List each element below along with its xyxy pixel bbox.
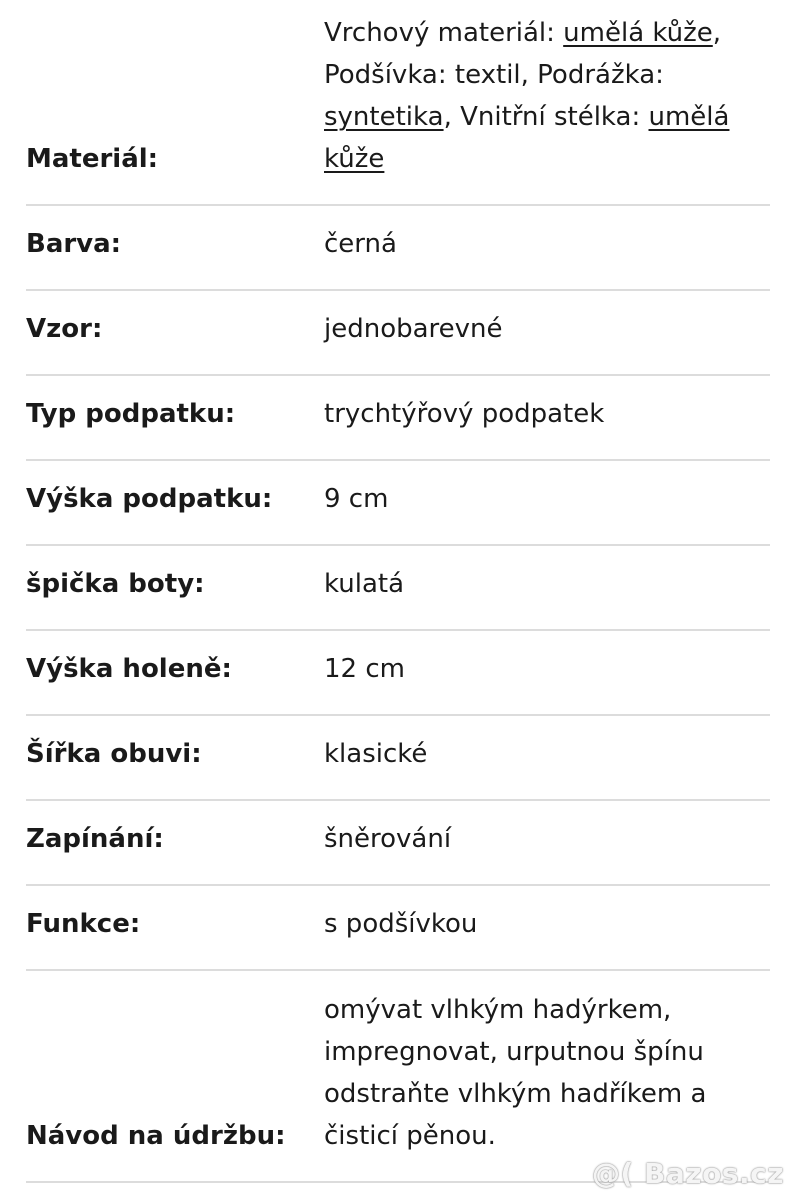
material-text: , Vnitřní stélka:: [443, 102, 649, 132]
spec-label: Barva:: [26, 229, 122, 259]
spec-label: Výška holeně:: [26, 654, 232, 684]
spec-row-care: [26, 971, 770, 1183]
spec-value: 12 cm: [324, 654, 405, 684]
spec-value: jednobarevné: [324, 314, 503, 344]
spec-label: Materiál:: [26, 144, 159, 174]
spec-row-function: [26, 886, 770, 971]
spec-value: kulatá: [324, 569, 405, 599]
spec-value: šněrování: [324, 824, 452, 854]
spec-row-material: [26, 0, 770, 206]
spec-value: s podšívkou: [324, 909, 478, 939]
spec-row-pattern: [26, 291, 770, 376]
product-spec-table: [26, 0, 770, 1183]
material-text: Vrchový materiál:: [324, 18, 564, 48]
spec-label: Návod na údržbu:: [26, 1121, 286, 1151]
spec-value: omývat vlhkým hadýrkem, impregnovat, urputnou špínu odstraňte vlhkým hadříkem a čisticí pěnou.: [324, 995, 707, 1151]
material-text: , Podšívka: textil, Podrážka:: [324, 18, 722, 90]
spec-label: špička boty:: [26, 569, 205, 599]
spec-value: klasické: [324, 739, 428, 769]
spec-value: trychtýřový podpatek: [324, 399, 605, 429]
spec-row-color: [26, 206, 770, 291]
spec-row-heel-type: [26, 376, 770, 461]
spec-row-width: [26, 716, 770, 801]
spec-label: Výška podpatku:: [26, 484, 273, 514]
spec-label: Typ podpatku:: [26, 399, 236, 429]
spec-value: černá: [324, 229, 397, 259]
spec-row-toe: [26, 546, 770, 631]
spec-row-heel-height: [26, 461, 770, 546]
spec-label: Zapínání:: [26, 824, 164, 854]
material-link-insole[interactable]: umělá kůže: [324, 102, 730, 174]
material-link-upper[interactable]: umělá kůže: [563, 18, 713, 48]
spec-label: Vzor:: [26, 314, 103, 344]
spec-row-shaft-height: [26, 631, 770, 716]
material-link-sole[interactable]: syntetika: [324, 102, 444, 132]
spec-label: Funkce:: [26, 909, 141, 939]
spec-value-material: [324, 12, 770, 204]
spec-value: 9 cm: [324, 484, 389, 514]
spec-row-fastening: [26, 801, 770, 886]
bazos-watermark: @( Bazos.cz: [591, 1157, 784, 1190]
spec-label: Šířka obuvi:: [26, 739, 202, 769]
